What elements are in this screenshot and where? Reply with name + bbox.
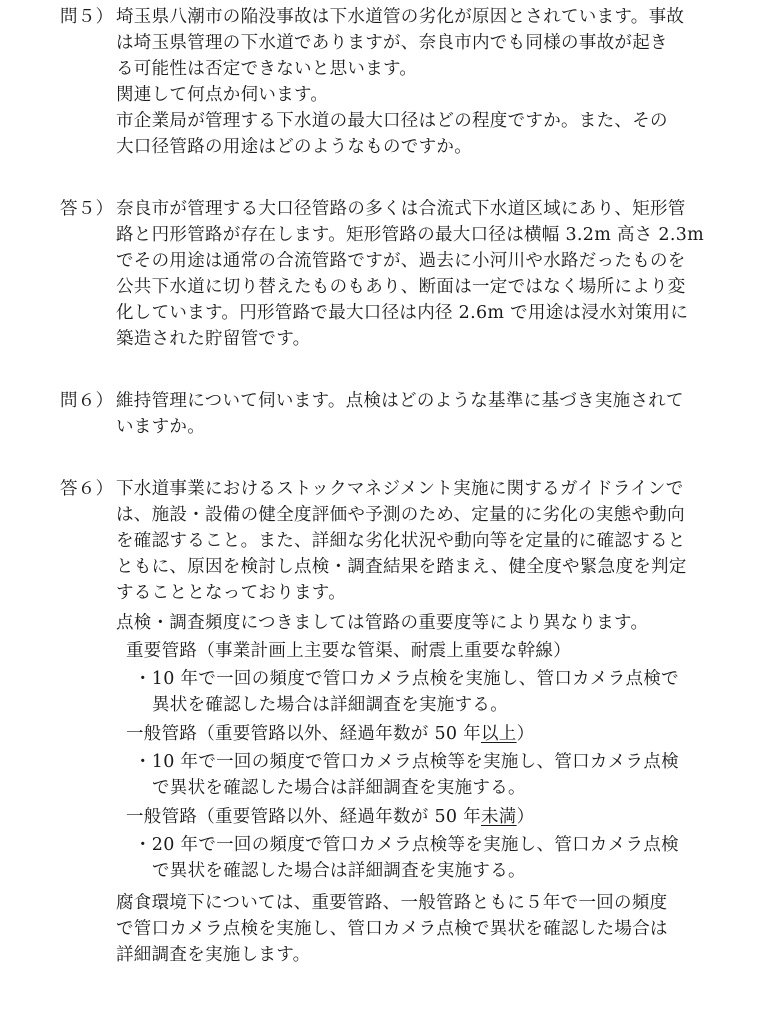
- pipe-category-heading: [126, 638, 571, 664]
- q5-line: 埼玉県八潮市の陥没事故は下水道管の劣化が原因とされています。事故: [116, 7, 685, 27]
- heading-text: ）: [516, 807, 535, 827]
- a5-line: でその用途は通常の合流管路ですが、過去に小河川や水路だったものを: [116, 251, 686, 271]
- a6-line: 下水道事業におけるストックマネジメント実施に関するガイドラインで: [116, 479, 684, 499]
- q5-label: 問５）: [60, 7, 114, 27]
- a6-intro: 点検・調査頻度につきましては管路の重要度等により異なります。: [116, 613, 649, 633]
- a6-line: ともに、原因を検討し点検・調査結果を踏まえ、健全度や緊急度を判定: [116, 557, 687, 577]
- q5-line: 市企業局が管理する下水道の最大口径はどの程度ですか。また、その: [116, 111, 668, 131]
- q6-label: 問６）: [60, 391, 114, 411]
- a6-line: することとなっております。: [116, 583, 346, 603]
- inspection-bullet: ・10 年で一回の頻度で管口カメラ点検を実施し、管口カメラ点検で: [134, 669, 679, 689]
- heading-underlined: 未満: [481, 807, 517, 827]
- q6-line: いますか。: [116, 417, 205, 437]
- a5-line: 奈良市が管理する大口径管路の多くは合流式下水道区域にあり、矩形管: [116, 199, 686, 219]
- q5-line: 関連して何点か伺います。: [116, 85, 329, 105]
- closing-line: 腐食環境下については、重要管路、一般管路ともに５年で一回の頻度: [116, 893, 668, 913]
- inspection-bullet-cont: で異状を確認した場合は詳細調査を実施する。: [152, 778, 526, 798]
- a6-line: は、施設・設備の健全度評価や予測のため、定量的に劣化の実態や動向: [116, 505, 685, 525]
- closing-line: 詳細調査を実施します。: [116, 945, 311, 965]
- pipe-category-heading: [126, 721, 534, 747]
- q5-line: は埼玉県管理の下水道でありますが、奈良市内でも同様の事故が起き: [116, 33, 668, 53]
- heading-text: ）: [516, 724, 535, 744]
- inspection-bullet-cont: 異状を確認した場合は詳細調査を実施する。: [152, 695, 508, 715]
- inspection-bullet: ・20 年で一回の頻度で管口カメラ点検等を実施し、管口カメラ点検: [134, 835, 679, 855]
- q5-line: る可能性は否定できないと思います。: [116, 59, 418, 79]
- a5-line: 築造された貯留管です。: [116, 329, 311, 349]
- heading-underlined: 以上: [481, 724, 517, 744]
- q6-line: 維持管理について伺います。点検はどのような基準に基づき実施されて: [116, 391, 684, 411]
- closing-line: で管口カメラ点検を実施し、管口カメラ点検で異状を確認した場合は: [116, 919, 668, 939]
- q5-line: 大口径管路の用途はどのようなものですか。: [116, 137, 472, 157]
- pipe-category-heading: [126, 804, 534, 830]
- heading-text: 重要管路（事業計画上主要な管渠、耐震上重要な幹線）: [126, 641, 571, 661]
- a5-label: 答５）: [60, 199, 114, 219]
- a6-label: 答６）: [60, 479, 114, 499]
- inspection-bullet: ・10 年で一回の頻度で管口カメラ点検等を実施し、管口カメラ点検: [134, 752, 679, 772]
- a6-line: を確認すること。また、詳細な劣化状況や動向等を定量的に確認すると: [116, 531, 686, 551]
- heading-text: 一般管路（重要管路以外、経過年数が 50 年: [126, 724, 481, 744]
- heading-text: 一般管路（重要管路以外、経過年数が 50 年: [126, 807, 481, 827]
- a5-line: 公共下水道に切り替えたものもあり、断面は一定ではなく場所により変: [116, 277, 686, 297]
- inspection-bullet-cont: で異状を確認した場合は詳細調査を実施する。: [152, 861, 526, 881]
- a5-line: 化しています。円形管路で最大口径は内径 2.6m で用途は浸水対策用に: [116, 303, 689, 323]
- a5-line: 路と円形管路が存在します。矩形管路の最大口径は横幅 3.2m 高さ 2.3m: [116, 225, 705, 245]
